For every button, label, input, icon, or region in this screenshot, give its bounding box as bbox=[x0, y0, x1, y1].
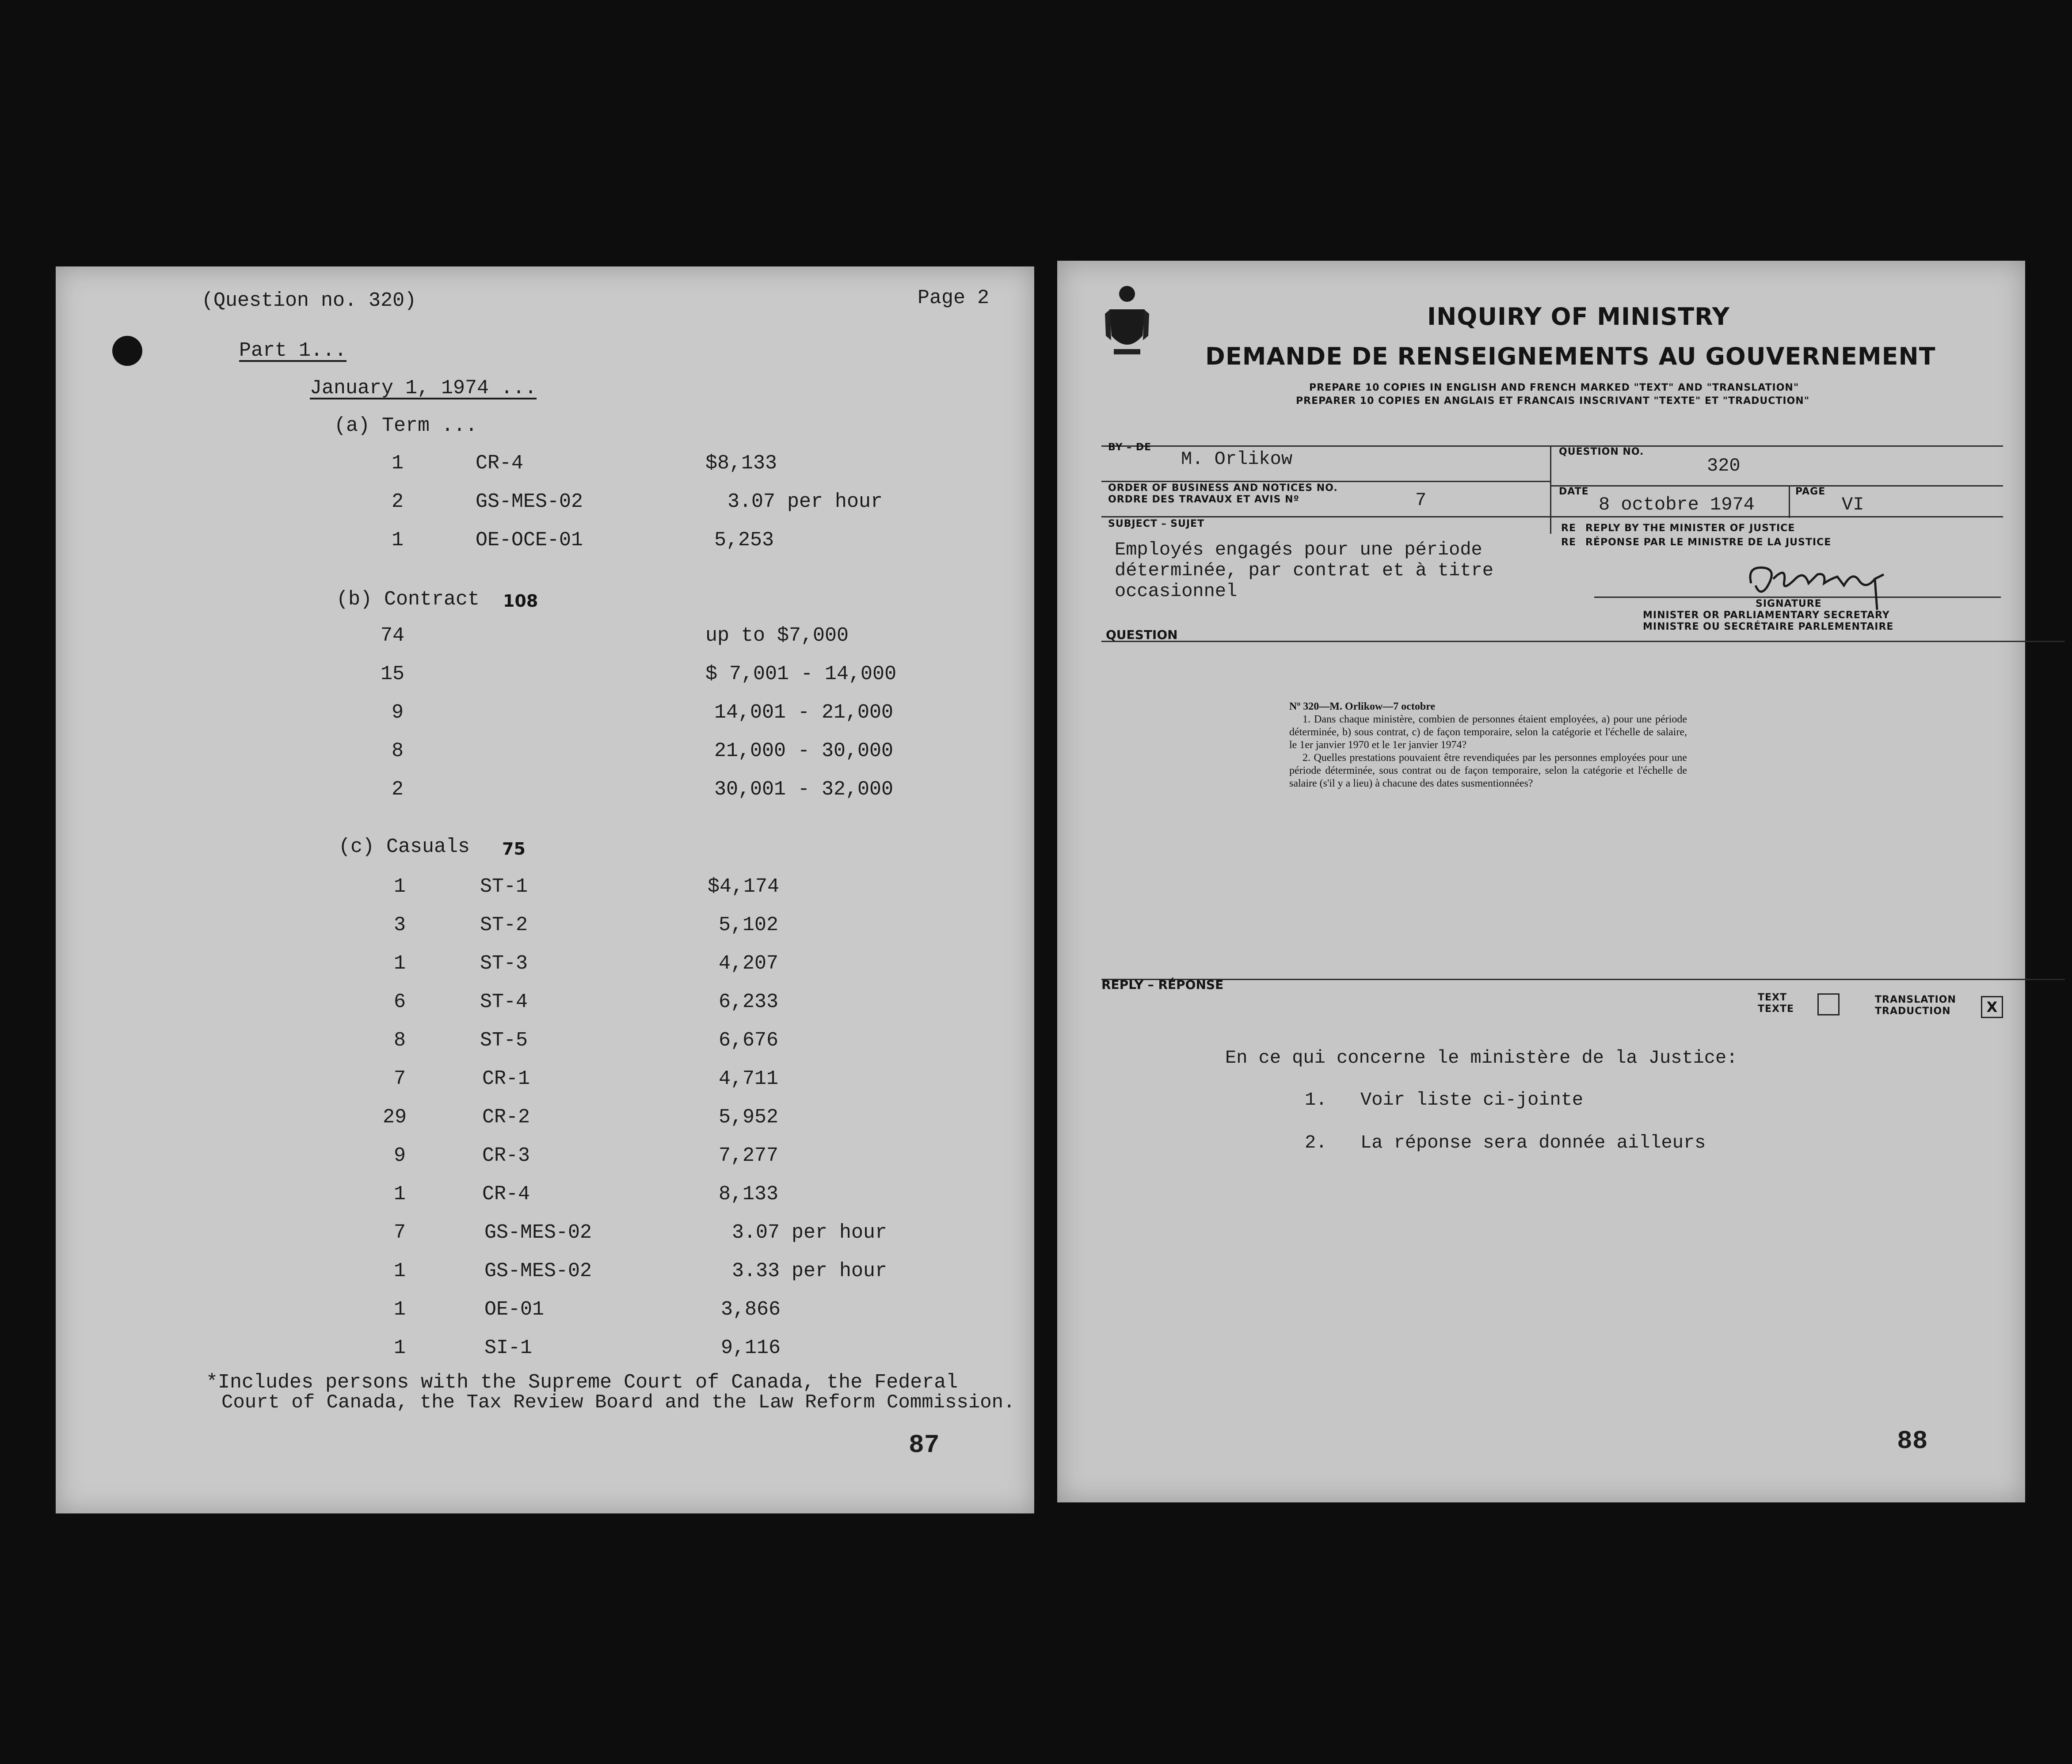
class: GS-MES-02 bbox=[484, 1260, 592, 1282]
class: ST-3 bbox=[480, 952, 528, 975]
table-row bbox=[56, 740, 1034, 766]
page-number: 88 bbox=[1897, 1427, 1928, 1456]
table-row bbox=[56, 1183, 1034, 1209]
table-row bbox=[56, 663, 1034, 689]
table-row bbox=[56, 778, 1034, 805]
class: ST-1 bbox=[480, 875, 528, 898]
class: GS-MES-02 bbox=[476, 490, 583, 513]
reply-item-1: 1. Voir liste ci-jointe bbox=[1305, 1089, 1584, 1110]
question-part-1: 1. Dans chaque ministère, combien de personnes étaient employées, a) pour une période déterminée, b) sous contrat, c) de façon temporaire, selon la catégorie et l'échelle de salaire, le 1er janvier 1970 et le 1er janvier 1974? bbox=[1289, 714, 1687, 751]
minister-en: MINISTER OR PARLIAMENTARY SECRETARY bbox=[1643, 610, 1890, 621]
count: 3 bbox=[394, 914, 406, 936]
date-value: 8 octobre 1974 bbox=[1599, 494, 1755, 515]
punch-hole bbox=[112, 336, 142, 366]
amount: 30,001 - 32,000 bbox=[714, 778, 894, 801]
translation-label-en: TRANSLATION bbox=[1875, 994, 1956, 1005]
re-reply-en: REPLY BY THE MINISTER OF JUSTICE bbox=[1585, 523, 1795, 534]
amount: 6,676 bbox=[719, 1029, 779, 1052]
class: ST-4 bbox=[480, 991, 528, 1013]
subject-line-3: occasionnel bbox=[1115, 581, 1238, 602]
count: 6 bbox=[394, 991, 406, 1013]
signature-label: SIGNATURE bbox=[1756, 598, 1822, 609]
amount: $8,133 bbox=[705, 452, 777, 475]
casuals-total: 75 bbox=[502, 839, 526, 859]
subject-line-1: Employés engagés pour une période bbox=[1115, 539, 1482, 560]
date-label: DATE bbox=[1559, 486, 1589, 497]
count: 9 bbox=[394, 1144, 406, 1167]
amount: 4,207 bbox=[719, 952, 779, 975]
class: CR-1 bbox=[482, 1068, 530, 1090]
count: 74 bbox=[381, 624, 405, 647]
contract-heading: (b) Contract bbox=[336, 588, 480, 611]
translation-label-fr: TRADUCTION bbox=[1875, 1006, 1951, 1017]
table-row bbox=[56, 1221, 1034, 1248]
count: 1 bbox=[394, 1183, 406, 1205]
table-row bbox=[56, 914, 1034, 940]
class: ST-5 bbox=[480, 1029, 528, 1052]
translation-checkbox[interactable]: X bbox=[1981, 996, 2003, 1018]
reply-intro: En ce qui concerne le ministère de la Justice: bbox=[1225, 1047, 1738, 1068]
text-checkbox[interactable] bbox=[1817, 993, 1840, 1015]
date-heading: January 1, 1974 ... bbox=[310, 377, 537, 399]
amount: 3.33 per hour bbox=[732, 1260, 887, 1282]
amount: 6,233 bbox=[719, 991, 779, 1013]
count: 8 bbox=[392, 740, 404, 762]
order-label-fr: ORDRE DES TRAVAUX ET AVIS Nº bbox=[1108, 494, 1299, 505]
count: 1 bbox=[392, 529, 404, 551]
table-row bbox=[56, 529, 1034, 555]
count: 2 bbox=[392, 778, 404, 801]
reply-item-2: 2. La réponse sera donnée ailleurs bbox=[1305, 1132, 1706, 1153]
count: 7 bbox=[394, 1068, 406, 1090]
amount: 21,000 - 30,000 bbox=[714, 740, 894, 762]
title-en: INQUIRY OF MINISTRY bbox=[1427, 303, 1730, 331]
class: OE-OCE-01 bbox=[476, 529, 583, 551]
amount: 5,102 bbox=[719, 914, 779, 936]
amount: $ 7,001 - 14,000 bbox=[705, 663, 897, 685]
table-row bbox=[56, 624, 1034, 651]
minister-fr: MINISTRE OU SECRÉTAIRE PARLEMENTAIRE bbox=[1643, 621, 1894, 632]
amount: 8,133 bbox=[719, 1183, 779, 1205]
table-row bbox=[56, 1068, 1034, 1094]
amount: 3,866 bbox=[721, 1298, 781, 1321]
count: 2 bbox=[392, 490, 404, 513]
table-row bbox=[56, 1260, 1034, 1286]
question-no-label: QUESTION NO. bbox=[1559, 446, 1644, 457]
table-row bbox=[56, 452, 1034, 479]
class: SI-1 bbox=[484, 1337, 533, 1359]
table-row bbox=[56, 490, 1034, 517]
reply-label: REPLY – RÉPONSE bbox=[1101, 977, 1224, 992]
re-label-2: RE bbox=[1561, 537, 1576, 548]
table-row bbox=[56, 991, 1034, 1017]
class: GS-MES-02 bbox=[484, 1221, 592, 1244]
re-label: RE bbox=[1561, 523, 1576, 534]
table-row bbox=[56, 952, 1034, 979]
table-row bbox=[56, 701, 1034, 728]
table-row bbox=[56, 1298, 1034, 1325]
coat-of-arms-icon bbox=[1105, 283, 1149, 358]
amount: up to $7,000 bbox=[705, 624, 849, 647]
count: 7 bbox=[394, 1221, 406, 1244]
amount: 7,277 bbox=[719, 1144, 779, 1167]
table-row bbox=[56, 1144, 1034, 1171]
count: 8 bbox=[394, 1029, 406, 1052]
count: 1 bbox=[394, 1260, 406, 1282]
page-label: Page 2 bbox=[918, 287, 990, 309]
count: 1 bbox=[394, 1337, 406, 1359]
question-label: QUESTION bbox=[1106, 627, 1178, 642]
count: 1 bbox=[394, 952, 406, 975]
by-label: BY – DE bbox=[1108, 442, 1152, 453]
count: 1 bbox=[394, 875, 406, 898]
page-number: 87 bbox=[909, 1431, 940, 1460]
question-clipping bbox=[1289, 700, 1687, 790]
table-row bbox=[56, 875, 1034, 902]
footnote-line-1: *Includes persons with the Supreme Court of Canada, the Federal bbox=[206, 1371, 958, 1394]
count: 15 bbox=[381, 663, 405, 685]
amount: $4,174 bbox=[708, 875, 780, 898]
question-part-2: 2. Quelles prestations pouvaient être revendiquées par les personnes employées pour une période déterminée, sous contrat ou de façon temporaire, selon la catégorie et l'échelle de salaire (s'il y a lieu) à chacune des dates susmentionnées? bbox=[1289, 752, 1687, 789]
table-row bbox=[56, 1106, 1034, 1133]
page-field-label: PAGE bbox=[1795, 486, 1826, 497]
page-field-value: VI bbox=[1842, 494, 1864, 515]
question-no-value: 320 bbox=[1707, 455, 1741, 476]
footnote-line-2: Court of Canada, the Tax Review Board and the Law Reform Commission. bbox=[221, 1391, 1015, 1414]
amount: 14,001 - 21,000 bbox=[714, 701, 894, 724]
question-reference: (Question no. 320) bbox=[202, 289, 417, 312]
prepare-en: PREPARE 10 COPIES IN ENGLISH AND FRENCH MARKED "TEXT" AND "TRANSLATION" bbox=[1309, 382, 1799, 393]
re-reply-fr: RÉPONSE PAR LE MINISTRE DE LA JUSTICE bbox=[1585, 537, 1832, 548]
term-heading: (a) Term ... bbox=[334, 414, 478, 437]
count: 1 bbox=[392, 452, 404, 475]
amount: 5,952 bbox=[719, 1106, 779, 1129]
right-page bbox=[1057, 261, 2025, 1502]
left-page bbox=[56, 266, 1034, 1513]
count: 9 bbox=[392, 701, 404, 724]
amount: 3.07 per hour bbox=[727, 490, 883, 513]
class: OE-01 bbox=[484, 1298, 545, 1321]
casuals-heading: (c) Casuals bbox=[339, 836, 470, 858]
class: CR-4 bbox=[476, 452, 524, 475]
prepare-fr: PREPARER 10 COPIES EN ANGLAIS ET FRANCAIS INSCRIVANT "TEXTE" ET "TRADUCTION" bbox=[1296, 395, 1810, 407]
subject-line-2: déterminée, par contrat et à titre bbox=[1115, 560, 1493, 581]
count: 29 bbox=[383, 1106, 407, 1129]
contract-total: 108 bbox=[503, 591, 538, 611]
table-row bbox=[56, 1029, 1034, 1056]
amount: 5,253 bbox=[714, 529, 774, 551]
amount: 3.07 per hour bbox=[732, 1221, 887, 1244]
order-value: 7 bbox=[1415, 490, 1427, 511]
class: CR-2 bbox=[482, 1106, 530, 1129]
table-row bbox=[56, 1337, 1034, 1363]
by-value: M. Orlikow bbox=[1181, 449, 1293, 470]
order-label-en: ORDER OF BUSINESS AND NOTICES NO. bbox=[1108, 483, 1338, 494]
subject-label: SUBJECT – SUJET bbox=[1108, 518, 1205, 529]
text-label-en: TEXT bbox=[1758, 992, 1787, 1003]
count: 1 bbox=[394, 1298, 406, 1321]
class: CR-4 bbox=[482, 1183, 530, 1205]
amount: 9,116 bbox=[721, 1337, 781, 1359]
amount: 4,711 bbox=[719, 1068, 779, 1090]
text-label-fr: TEXTE bbox=[1758, 1004, 1794, 1015]
part-heading: Part 1... bbox=[239, 339, 347, 362]
question-heading: Nº 320—M. Orlikow—7 octobre bbox=[1289, 701, 1436, 712]
class: ST-2 bbox=[480, 914, 528, 936]
class: CR-3 bbox=[482, 1144, 530, 1167]
title-fr: DEMANDE DE RENSEIGNEMENTS AU GOUVERNEMENT bbox=[1205, 342, 1936, 370]
